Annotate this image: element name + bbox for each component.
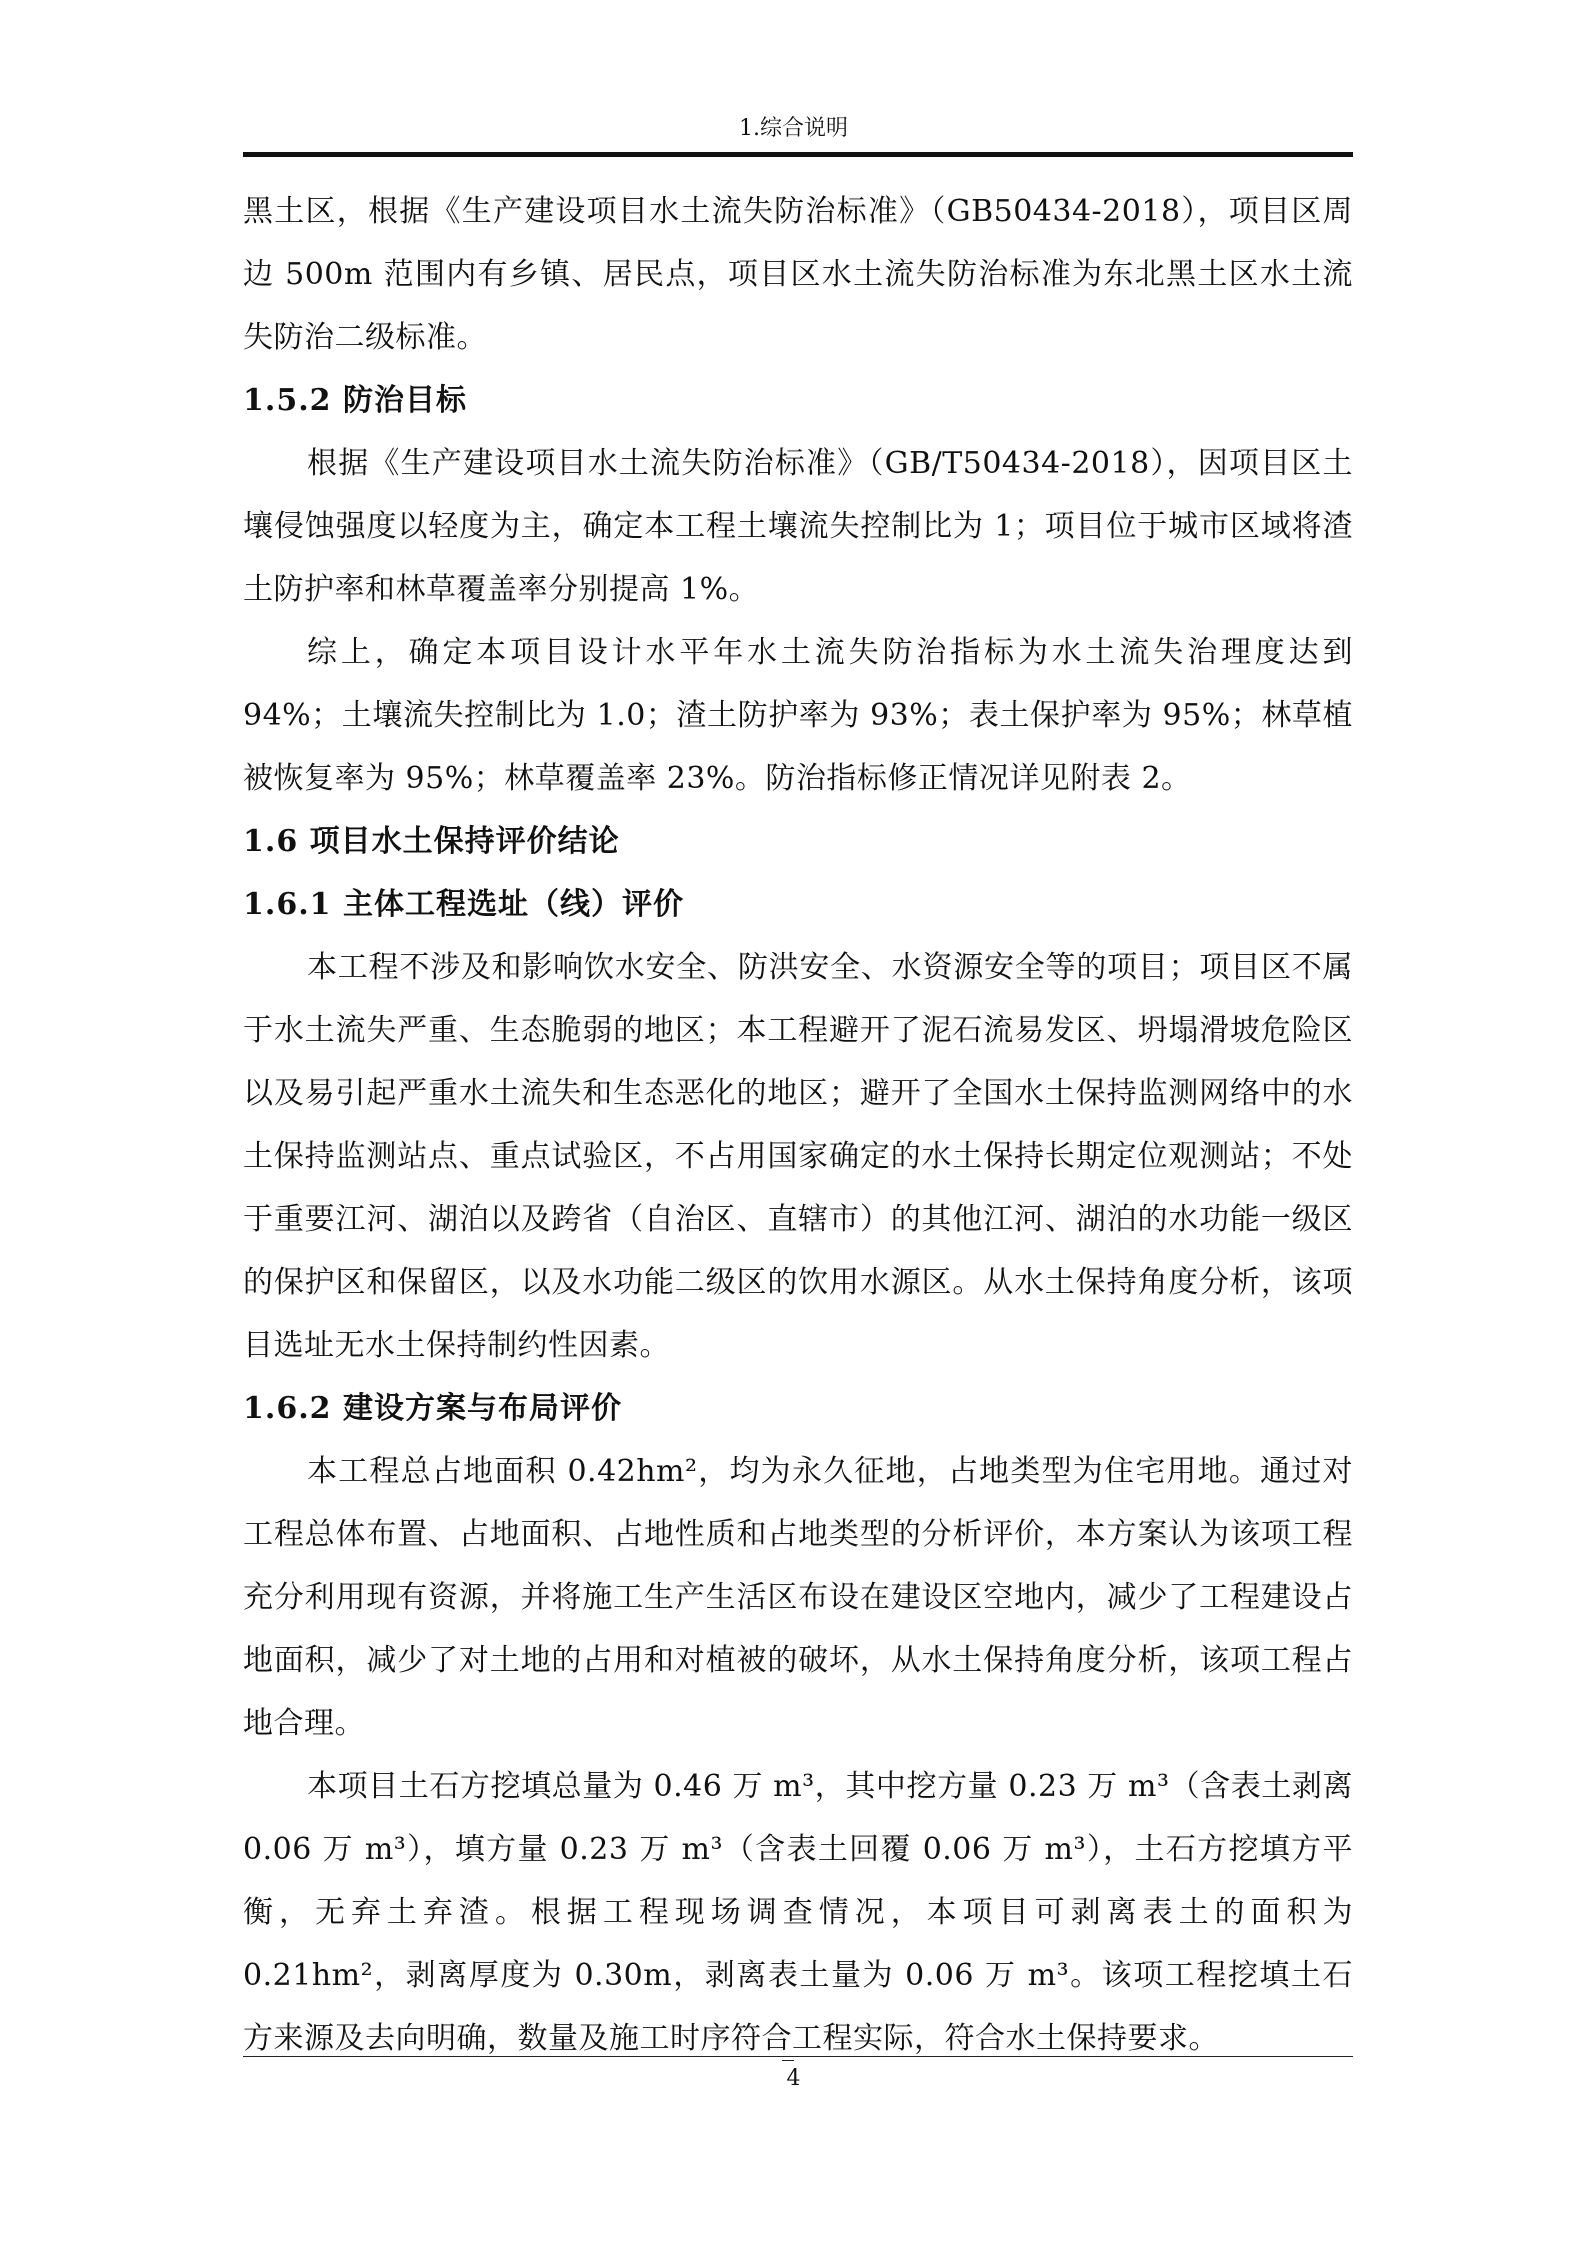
footer-rule [243, 2056, 1353, 2057]
heading-1-6-1: 1.6.1 主体工程选址（线）评价 [243, 887, 684, 922]
header-rule [243, 152, 1353, 157]
heading-1-6-2: 1.6.2 建设方案与布局评价 [243, 1391, 622, 1426]
document-body [243, 180, 1353, 2070]
page-number: 4 [786, 2066, 801, 2091]
paragraph-land-occupation: 本工程总占地面积 0.42hm²，均为永久征地，占地类型为住宅用地。通过对工程总体布置、占地面积、占地性质和占地类型的分析评价，本方案认为该项工程充分利用现有资源，并将施工生产生活区布设在建设区空地内，减少了工程建设占地面积，减少了对土地的占用和对植被的破坏，从水土保持角度分析，该项工程占地合理。 [243, 1454, 1353, 1741]
header-title: 1.综合说明 [739, 116, 848, 141]
paragraph-intro: 黑土区，根据《生产建设项目水土流失防治标准》（GB50434-2018），项目区周边 500m 范围内有乡镇、居民点，项目区水土流失防治标准为东北黑土区水土流失防治二级标准。 [243, 194, 1353, 355]
paragraph-prevention-standard: 根据《生产建设项目水土流失防治标准》（GB/T50434-2018），因项目区土壤侵蚀强度以轻度为主，确定本工程土壤流失控制比为 1；项目位于城市区域将渣土防护率和林草覆盖率分别提高 1%。 [243, 446, 1353, 607]
heading-1-5-2: 1.5.2 防治目标 [243, 383, 467, 418]
footer-dash [782, 2060, 794, 2061]
paragraph-site-evaluation: 本工程不涉及和影响饮水安全、防洪安全、水资源安全等的项目；项目区不属于水土流失严重、生态脆弱的地区；本工程避开了泥石流易发区、坍塌滑坡危险区以及易引起严重水土流失和生态恶化的地区；避开了全国水土保持监测网络中的水土保持监测站点、重点试验区，不占用国家确定的水土保持长期定位观测站；不处于重要江河、湖泊以及跨省（自治区、直辖市）的其他江河、湖泊的水功能一级区的保护区和保留区，以及水功能二级区的饮用水源区。从水土保持角度分析，该项目选址无水土保持制约性因素。 [243, 950, 1353, 1363]
paragraph-earthwork: 本项目土石方挖填总量为 0.46 万 m³，其中挖方量 0.23 万 m³（含表土剥离 0.06 万 m³），填方量 0.23 万 m³（含表土回覆 0.06 万 m³），土石方挖填方平衡，无弃土弃渣。根据工程现场调查情况，本项目可剥离表土的面积为 0.21hm²，剥离厚度为 0.30m，剥离表土量为 0.06 万 m³。该项工程挖填土石方来源及去向明确，数量及施工时序符合工程实际，符合水土保持要求。 [243, 1769, 1353, 2056]
paragraph-prevention-targets: 综上，确定本项目设计水平年水土流失防治指标为水土流失治理度达到 94%；土壤流失控制比为 1.0；渣土防护率为 93%；表土保护率为 95%；林草植被恢复率为 95%；林草覆盖率 23%。防治指标修正情况详见附表 2。 [243, 635, 1353, 796]
heading-1-6: 1.6 项目水土保持评价结论 [243, 824, 620, 859]
